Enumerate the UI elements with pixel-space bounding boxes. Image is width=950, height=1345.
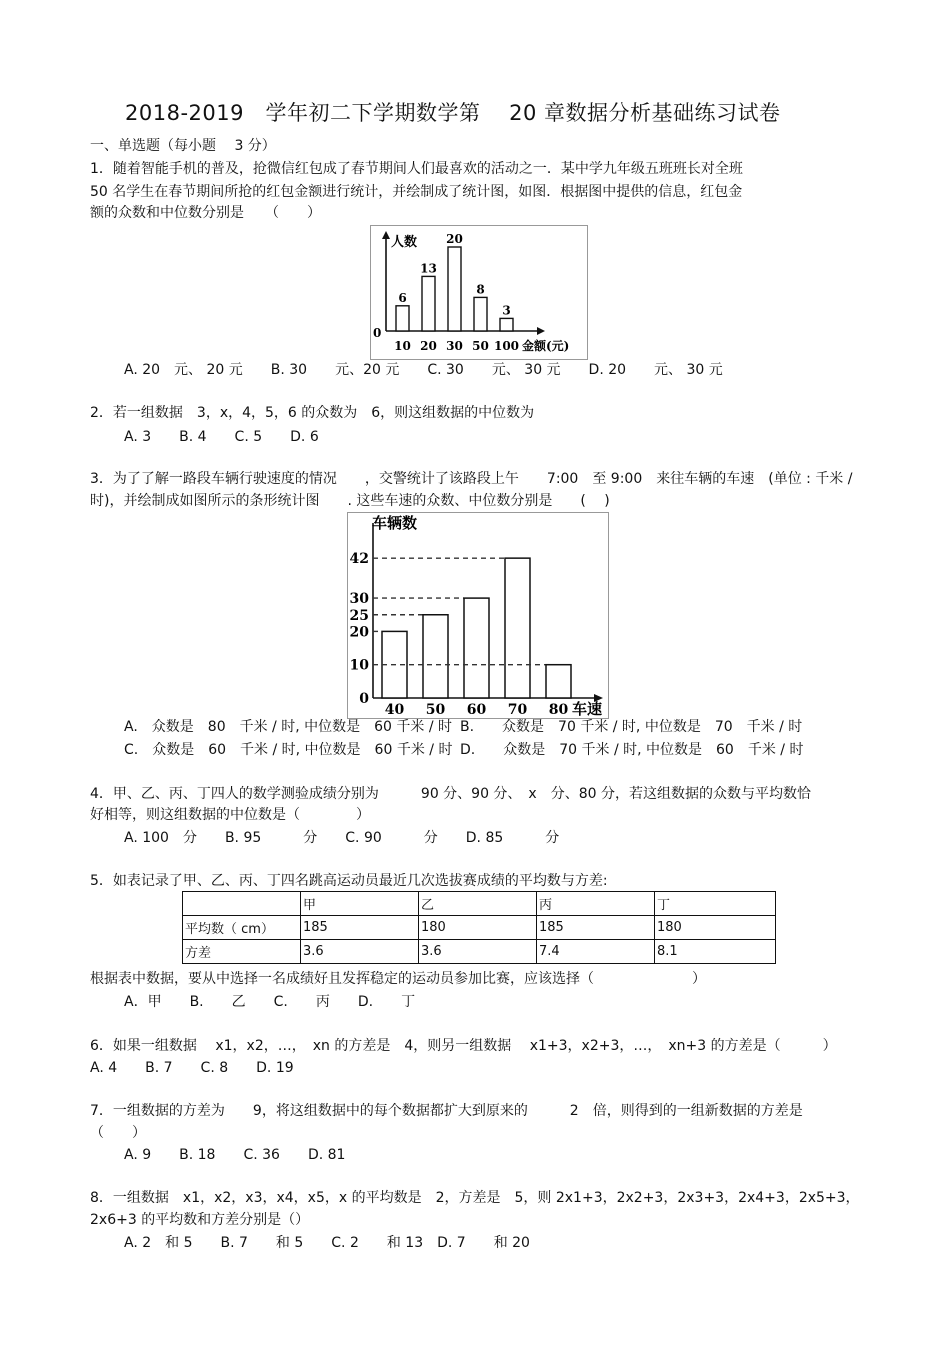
q6-line1: 6．如果一组数据 x1，x2，…， xn 的方差是 4，则另一组数据 x1+3，x2+3，…， xn+3 的方差是（ ） [90, 1038, 837, 1054]
table-cell: 3.6 [301, 940, 419, 964]
section-heading: 一、单选题（每小题 3 分） [90, 138, 276, 154]
q7-line2: （ ） [90, 1125, 146, 1141]
bar [474, 297, 487, 331]
q8-options: A. 2 和 5 B. 7 和 5 C. 2 和 13 D. 7 和 20 [124, 1235, 530, 1251]
tick-label: 20 [349, 624, 369, 641]
x-axis-arrow [537, 327, 545, 335]
q2-line1: 2．若一组数据 3，x，4，5，6 的众数为 6，则这组数据的中位数为 [90, 405, 535, 421]
q1-options: A. 20 元、 20 元 B. 30 元、20 元 C. 30 元、 30 元 D. 20 元、 30 元 [124, 362, 723, 378]
q4-line2: 好相等，则这组数据的中位数是（ ） [90, 807, 370, 823]
q3-option-b: B. 众数是 70 千米 / 时, 中位数是 70 千米 / 时 [460, 719, 803, 735]
tick-label: 25 [349, 607, 369, 624]
bar [448, 247, 461, 331]
bar [464, 598, 489, 698]
x-axis-label: 金额(元) [522, 339, 570, 353]
bar [422, 276, 435, 331]
q7-line1: 7．一组数据的方差为 9，将这组数据中的每个数据都扩大到原来的 2 倍，则得到的一组新数据的方差是 [90, 1103, 803, 1119]
data-label: 3 [502, 303, 511, 318]
q3-option-d: D. 众数是 70 千米 / 时, 中位数是 60 千米 / 时 [460, 742, 804, 758]
table-cell [183, 892, 301, 916]
q3-line1: 3．为了了解一路段车辆行驶速度的情况 ，交警统计了该路段上午 7:00 至 9:00 来往车辆的车速 (单位 : 千米 / [90, 471, 853, 487]
table-cell: 丙 [537, 892, 655, 916]
table-cell: 185 [537, 916, 655, 940]
tick-label: 50 [425, 702, 446, 718]
tick-label: 80 [548, 702, 569, 718]
q1-chart-svg [371, 226, 587, 359]
table-cell: 180 [419, 916, 537, 940]
q5-line1: 5．如表记录了甲、乙、丙、丁四名跳高运动员最近几次选拔赛成绩的平均数与方差: [90, 873, 608, 889]
q5-score-table [182, 891, 776, 964]
q4-options: A. 100 分 B. 95 分 C. 90 分 D. 85 分 [124, 830, 560, 846]
tick-label: 20 [420, 339, 437, 353]
table-cell: 平均数（ cm） [183, 916, 301, 940]
q1-line1: 1．随着智能手机的普及，抢微信红包成了春节期间人们最喜欢的活动之一．某中学九年级五班班长对全班 [90, 161, 743, 177]
q3-option-a: A. 众数是 80 千米 / 时, 中位数是 60 千米 / 时 [124, 719, 452, 735]
table-cell: 方差 [183, 940, 301, 964]
data-label: 13 [420, 261, 437, 276]
q3-bar-chart [347, 512, 609, 719]
y-axis-label: 人数 [391, 235, 418, 250]
tick-label: 70 [507, 702, 528, 718]
tick-label: 42 [349, 551, 369, 568]
table-cell: 乙 [419, 892, 537, 916]
origin-label: 0 [373, 326, 382, 340]
q7-options: A. 9 B. 18 C. 36 D. 81 [124, 1147, 346, 1163]
q8-line2: 2x6+3 的平均数和方差分别是（） [90, 1212, 310, 1228]
bar [546, 665, 571, 698]
q1-line2: 50 名学生在春节期间所抢的红包金额进行统计，并绘制成了统计图，如图．根据图中提供的信息，红包金 [90, 184, 743, 200]
q8-line1: 8．一组数据 x1，x2，x3，x4，x5，x 的平均数是 2，方差是 5，则 2x1+3，2x2+3，2x3+3，2x4+3，2x5+3， [90, 1190, 860, 1206]
page-title: 2018-2019 学年初二下学期数学第 20 章数据分析基础练习试卷 [125, 101, 781, 125]
table-cell: 丁 [655, 892, 776, 916]
tick-label: 10 [394, 339, 411, 353]
table-cell: 185 [301, 916, 419, 940]
table-row [183, 916, 776, 940]
q6-options: A. 4 B. 7 C. 8 D. 19 [90, 1060, 294, 1076]
tick-label: 100 [493, 339, 520, 353]
tick-label: 40 [384, 702, 405, 718]
data-label: 20 [446, 232, 463, 246]
tick-label: 50 [472, 339, 489, 353]
y-axis-arrow [382, 231, 390, 239]
q3-option-c: C. 众数是 60 千米 / 时, 中位数是 60 千米 / 时 [124, 742, 453, 758]
y-axis-label: 车辆数 [372, 514, 418, 532]
q3-line2: 时)，并绘制成如图所示的条形统计图 . 这些车速的众数、中位数分别是 ( ) [90, 493, 610, 509]
tick-label: 0 [359, 691, 369, 707]
q5-options: A．甲 B. 乙 C. 丙 D. 丁 [124, 994, 416, 1010]
data-label: 6 [398, 290, 407, 305]
q5-line2: 根据表中数据，要从中选择一名成绩好且发挥稳定的运动员参加比赛，应该选择（ ） [90, 971, 706, 987]
bar [500, 318, 513, 331]
table-cell: 180 [655, 916, 776, 940]
tick-label: 30 [446, 339, 463, 353]
q1-line3: 额的众数和中位数分别是 （ ） [90, 205, 321, 221]
table-cell: 甲 [301, 892, 419, 916]
table-row [183, 940, 776, 964]
tick-label: 60 [466, 702, 487, 718]
q1-bar-chart [370, 225, 588, 360]
table-cell: 7.4 [537, 940, 655, 964]
tick-label: 10 [349, 657, 369, 674]
q2-options: A. 3 B. 4 C. 5 D. 6 [124, 429, 319, 445]
x-axis-label: 车速 [572, 700, 603, 718]
data-label: 8 [476, 282, 485, 297]
bar [505, 558, 530, 698]
bar [396, 306, 409, 331]
bar [423, 615, 448, 698]
q4-line1: 4．甲、乙、丙、丁四人的数学测验成绩分别为 90 分、90 分、 x 分、80 分，若这组数据的众数与平均数恰 [90, 786, 811, 802]
table-header-row [183, 892, 776, 916]
tick-label: 30 [349, 591, 369, 608]
q3-chart-svg [348, 513, 608, 718]
table-cell: 3.6 [419, 940, 537, 964]
table-cell: 8.1 [655, 940, 776, 964]
